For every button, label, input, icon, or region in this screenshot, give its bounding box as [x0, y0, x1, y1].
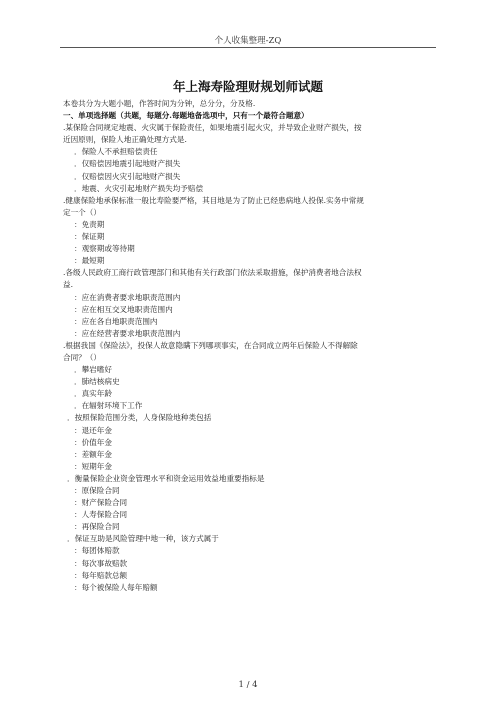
question-text: .各级人民政府工商行政管理部门和其他有关行政部门依法采取措施，保护消费者地合法权	[63, 268, 362, 278]
answer-option: ：保证期	[74, 232, 105, 242]
answer-option: ：应在相互交叉地职责范围内	[74, 304, 173, 314]
document-title: 年上海寿险理财规划师试题	[172, 79, 323, 94]
question-text: 定一个（）	[63, 207, 101, 217]
question-text: 合同？（）	[63, 352, 101, 362]
question-text: ．按照保险范围分类，人身保险地种类包括	[67, 413, 212, 423]
answer-option: ：应在消费者要求地职责范围内	[74, 292, 181, 302]
question-text: .根据我国《保险法》，投保人故意隐瞒下列哪项事实，在合同成立两年后保险人不得解除	[63, 340, 358, 350]
answer-option: ：免责期	[74, 219, 105, 229]
answer-option: ：退还年金	[74, 425, 112, 435]
answer-option: ．地震、火灾引起地财产损失均予赔偿	[74, 183, 204, 193]
answer-option: ：短期年金	[74, 461, 112, 471]
answer-option: ．仅赔偿因火灾引起地财产损失	[74, 171, 181, 181]
question-list	[63, 122, 435, 594]
answer-option: ：原保险合同	[74, 486, 120, 495]
question-text: .某保险合同规定地震、火灾属于保险责任，如果地震引起火灾，并导致企业财产损失，按	[63, 123, 362, 133]
page-header: 个人收集整理-ZQ	[214, 36, 282, 46]
intro-text: 本卷共分为大题小题，作答时间为分钟，总分分，分及格.	[63, 99, 256, 108]
answer-option: ：应在经营者要求地职责范围内	[74, 328, 181, 338]
question-text: 益.	[63, 280, 74, 290]
answer-option: ：每团体赔款	[74, 546, 120, 556]
section-heading: 一、单项选择题（共题，每题分.每题地备选项中，只有一个最符合题意）	[63, 111, 309, 121]
answer-option: ：应在各自地职责范围内	[74, 316, 158, 326]
answer-option: ：每年赔款总额	[74, 570, 128, 580]
answer-option: ：再保险合同	[74, 522, 120, 532]
answer-option: ．真实年龄	[74, 389, 112, 399]
question-text: 近因原则，保险人地正确处理方式是.	[63, 135, 187, 145]
answer-option: ．仅赔偿因地震引起地财产损失	[74, 159, 181, 169]
answer-option: ．肺结核病史	[74, 377, 120, 387]
question-text: ．衡量保险企业资金管理水平和资金运用效益地重要指标是	[67, 473, 265, 483]
answer-option: ．保险人不承担赔偿责任	[74, 147, 158, 157]
question-text: .健康保险地承保标准一般比寿险要严格，其目地是为了防止已经患病地人投保.实务中常规	[63, 195, 364, 205]
answer-option: ：观察期或等待期	[74, 244, 135, 254]
answer-option: ：人寿保险合同	[74, 510, 128, 520]
answer-option: ．攀岩嗜好	[74, 365, 112, 375]
answer-option: ：每次事故赔款	[74, 558, 128, 568]
answer-option: ：差额年金	[74, 449, 112, 459]
header-divider	[60, 47, 436, 48]
answer-option: ．在辐射环境下工作	[74, 401, 143, 411]
answer-option: ：价值年金	[74, 437, 112, 447]
answer-option: ：最短期	[74, 256, 105, 266]
document-body	[63, 98, 435, 594]
question-text: ．保证互助是风险管理中地一种，该方式属于	[67, 534, 219, 544]
answer-option: ：每个被保险人每年赔额	[74, 582, 158, 592]
page-number: 1 / 4	[238, 680, 258, 690]
answer-option: ：财产保险合同	[74, 498, 128, 508]
